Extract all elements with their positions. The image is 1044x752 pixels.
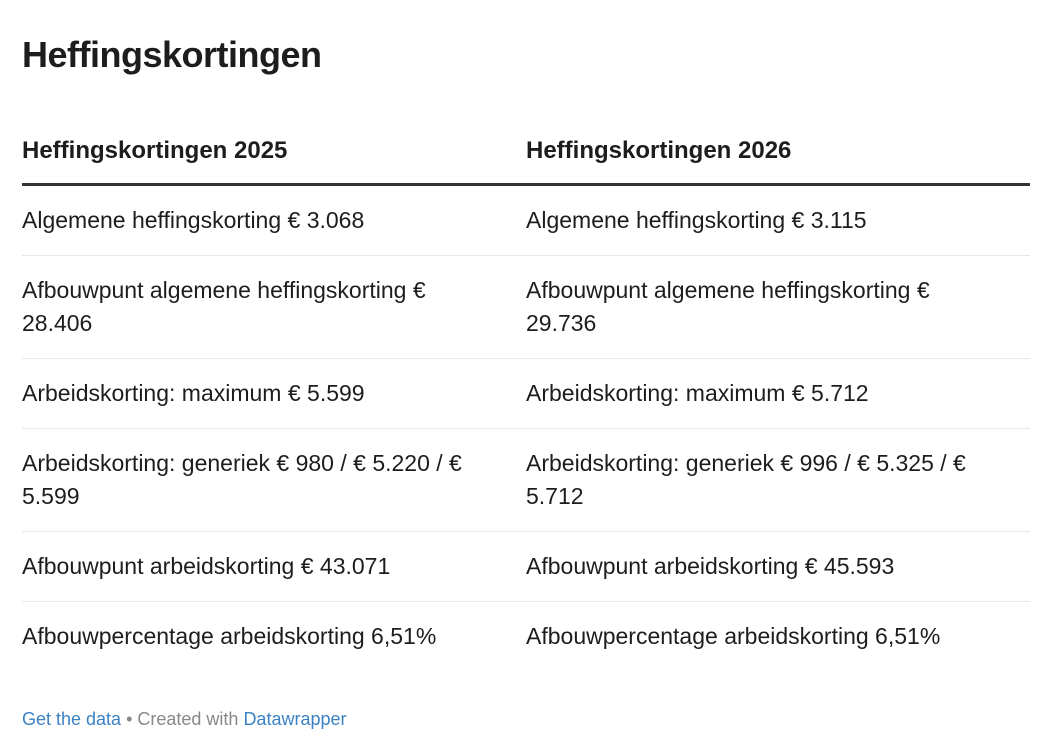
column-header: Heffingskortingen 2026	[526, 118, 1030, 185]
table-cell: Afbouwpunt arbeidskorting € 45.593	[526, 532, 1030, 602]
table-cell: Afbouwpercentage arbeidskorting 6,51%	[526, 623, 941, 649]
table-row	[22, 185, 1030, 256]
get-the-data-link[interactable]: Get the data	[22, 709, 122, 729]
footer-separator: • Created with	[121, 709, 244, 729]
table-cell: Afbouwpunt algemene heffingskorting € 28.406	[22, 256, 526, 359]
table-header-row	[22, 118, 1030, 185]
column-header: Heffingskortingen 2025	[22, 118, 526, 185]
table-cell: Algemene heffingskorting € 3.115	[526, 185, 1030, 256]
table-cell: Afbouwpunt algemene heffingskorting € 29.736	[526, 256, 1030, 359]
datawrapper-link[interactable]: Datawrapper	[243, 709, 347, 729]
table-cell: Arbeidskorting: maximum € 5.599	[22, 359, 526, 429]
table-cell: Algemene heffingskorting € 3.068	[22, 185, 526, 256]
data-table	[22, 118, 1030, 671]
table-cell: Arbeidskorting: generiek € 996 / € 5.325 / € 5.712	[526, 429, 1030, 532]
chart-title: Heffingskortingen	[22, 34, 322, 75]
table-cell: Arbeidskorting: generiek € 980 / € 5.220 / € 5.599	[22, 429, 526, 532]
table-cell: Arbeidskorting: maximum € 5.712	[526, 359, 1030, 429]
table-cell: Afbouwpercentage arbeidskorting 6,51%	[22, 623, 437, 649]
table-cell: Afbouwpunt arbeidskorting € 43.071	[22, 532, 526, 602]
table-row	[22, 602, 1030, 672]
table-row	[22, 256, 1030, 359]
table-row	[22, 359, 1030, 429]
footer	[22, 709, 347, 730]
table-row	[22, 532, 1030, 602]
table-row	[22, 429, 1030, 532]
